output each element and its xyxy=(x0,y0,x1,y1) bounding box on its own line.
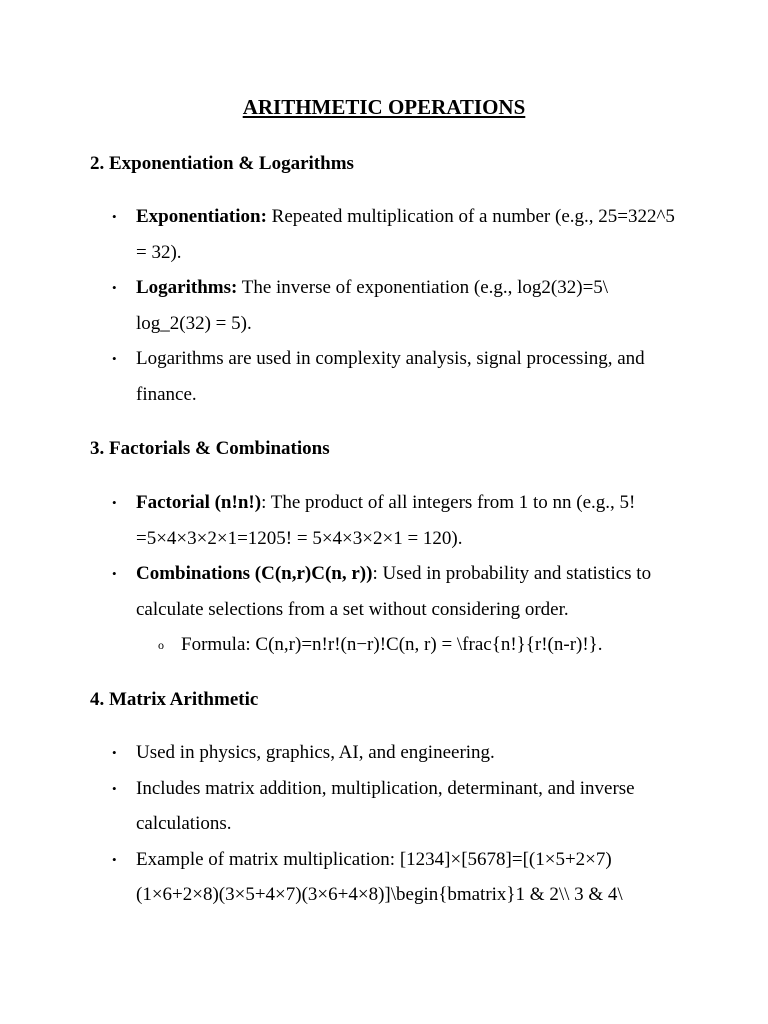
section-heading-matrix: 4. Matrix Arithmetic xyxy=(90,689,259,710)
formula-text: Formula: C(n,r)=n!r!(n−r)!C(n, r) = \frac{n!}{r!(n-r)!}. xyxy=(181,634,603,655)
list-item-term: Factorial (n!n!) xyxy=(136,492,262,513)
list-item-text: Repeated multiplication of a number (e.g., 25=322^5 = 32). xyxy=(136,206,675,263)
exponentiation-list xyxy=(0,199,768,412)
list-item-term: Logarithms: xyxy=(136,277,238,298)
list-item xyxy=(0,771,768,842)
list-item xyxy=(0,341,768,412)
list-item xyxy=(0,485,768,556)
sub-list-item xyxy=(0,627,768,663)
matrix-list xyxy=(0,735,768,913)
list-item-text: Used in physics, graphics, AI, and engineering. xyxy=(136,742,495,763)
section-heading-factorials: 3. Factorials & Combinations xyxy=(90,438,330,459)
list-item-text: Example of matrix multiplication: [1234]×[5678]=[(1×5+2×7)(1×6+2×8)(3×5+4×7)(3×6+4×8)]\begin{bmatrix}1 & 2\\ 3 & 4\ xyxy=(136,848,623,905)
list-item xyxy=(0,270,768,341)
list-item-text: Includes matrix addition, multiplication, determinant, and inverse calculations. xyxy=(136,777,635,834)
list-item xyxy=(0,556,768,627)
list-item-text: The inverse of exponentiation (e.g., log2(32)=5\ log_2(32) = 5). xyxy=(136,277,609,334)
list-item-text: : Used in probability and statistics to calculate selections from a set without considering order. xyxy=(136,563,652,620)
list-item xyxy=(0,735,768,771)
list-item-term: Exponentiation: xyxy=(136,206,267,227)
list-item-term: Combinations (C(n,r)C(n, r)) xyxy=(136,563,373,584)
document-title: ARITHMETIC OPERATIONS xyxy=(242,95,526,119)
list-item xyxy=(0,199,768,270)
list-item-text: : The product of all integers from 1 to nn (e.g., 5! =5×4×3×2×1=1205! = 5×4×3×2×1 = 120). xyxy=(136,492,636,549)
list-item-text: Logarithms are used in complexity analysis, signal processing, and finance. xyxy=(136,348,645,405)
list-item xyxy=(0,842,768,913)
factorials-list xyxy=(0,485,768,663)
section-heading-exponentiation: 2. Exponentiation & Logarithms xyxy=(90,153,354,174)
